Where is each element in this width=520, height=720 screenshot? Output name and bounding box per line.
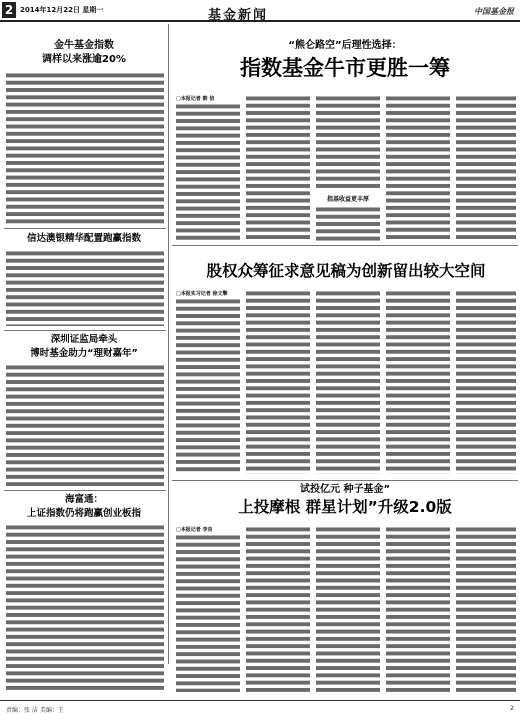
bottom-body-col1 — [176, 534, 240, 692]
left4-body — [6, 524, 164, 692]
left4-title-line1: 海富通： — [64, 494, 103, 505]
footer-page: 2 — [510, 705, 514, 712]
bottom-body-col2 — [246, 526, 310, 692]
page-number: 2 — [2, 2, 16, 18]
article-divider — [4, 490, 166, 491]
top-kicker: “熊仑路空”后理性选择： — [288, 40, 402, 51]
top-body-col5 — [456, 95, 516, 241]
top-headline: 指数基金牛市更胜一筹 — [240, 56, 450, 80]
left3-title-line2: 博时基金助力“理财嘉年” — [30, 348, 138, 359]
middle-body-col1 — [176, 298, 240, 474]
section-title: 基金新闻 — [208, 8, 269, 23]
footer-rule — [0, 700, 520, 701]
bottom-kicker: 试投亿元 种子基金” — [299, 484, 391, 495]
middle-byline: □本报实习记者 徐文擎 — [176, 291, 228, 297]
left1-title-line1: 金牛基金指数 — [54, 40, 114, 51]
top-body-col2 — [246, 95, 310, 241]
middle-body-col5 — [456, 290, 516, 474]
middle-body-col2 — [246, 290, 310, 474]
article-divider — [4, 228, 166, 229]
top-body-col3b — [316, 206, 380, 241]
left3-title-line1: 深圳证监局牵头 — [50, 334, 118, 345]
top-byline: □本报记者 朝 信 — [176, 96, 215, 102]
top-body-col1 — [176, 103, 240, 241]
left2-title: 信达澳银精华配置跑赢指数 — [26, 233, 141, 244]
masthead: 中国基金报 — [474, 6, 514, 16]
left1-body — [6, 72, 164, 224]
middle-headline: 股权众筹征求意见稿为创新留出较大空间 — [206, 262, 486, 280]
bottom-body-col5 — [456, 526, 516, 692]
footer-editor: 责编：张 洁 美编：王 — [6, 707, 64, 714]
top-subhead: 指基收益更丰厚 — [326, 196, 369, 203]
section-divider — [172, 480, 518, 481]
bottom-headline: 上投摩根 群星计划”升级2.0版 — [238, 498, 452, 516]
issue-date: 2014年12月22日 星期一 — [20, 6, 104, 14]
middle-body-col3 — [316, 290, 380, 474]
left4-title-line2: 上证指数仍将跑赢创业板指 — [26, 508, 141, 519]
top-body-col3 — [316, 95, 380, 191]
left2-body — [6, 250, 164, 326]
article-divider — [4, 330, 166, 331]
left3-body — [6, 364, 164, 486]
bottom-body-col4 — [386, 526, 450, 692]
bottom-byline: □本报记者 李良 — [176, 527, 213, 533]
top-body-col4 — [386, 95, 450, 241]
middle-body-col4 — [386, 290, 450, 474]
column-divider — [168, 24, 169, 664]
page-header — [0, 0, 520, 22]
left1-title-line2: 调样以来涨逾20% — [42, 54, 126, 65]
section-divider — [172, 245, 518, 246]
bottom-body-col3 — [316, 526, 380, 692]
